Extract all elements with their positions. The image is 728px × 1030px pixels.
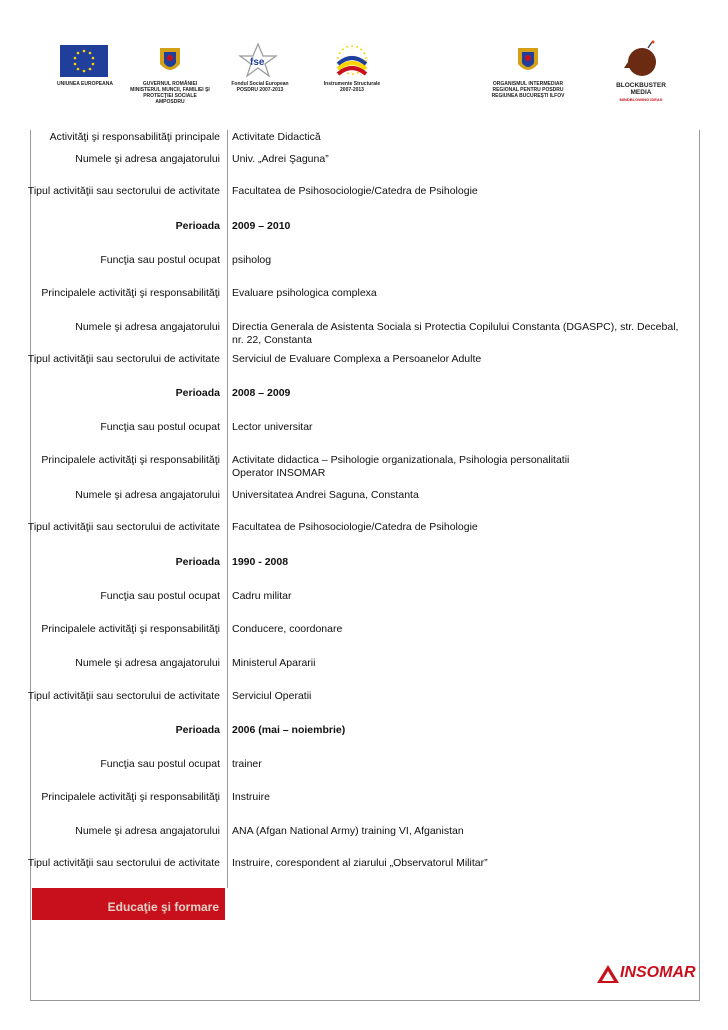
blockbuster-name: BLOCKBUSTER MEDIA — [616, 82, 666, 96]
eu-caption: UNIUNEA EUROPEANA — [57, 81, 113, 87]
row-value — [232, 454, 687, 480]
row-label: Principalele activităţi şi responsabilităţi — [41, 791, 220, 803]
row-value: psiholog — [232, 254, 272, 266]
row-label: Perioada — [175, 724, 220, 736]
logo-header — [0, 0, 728, 130]
row-label: Funcţia sau postul ocupat — [100, 254, 220, 266]
row-label: Numele şi adresa angajatorului — [75, 153, 220, 165]
column-divider — [227, 130, 228, 888]
row-label: Numele şi adresa angajatorului — [75, 321, 220, 333]
row-label: Funcţia sau postul ocupat — [100, 421, 220, 433]
row-value: 2009 – 2010 — [232, 220, 291, 232]
row-value: Univ. „Adrei Şaguna” — [232, 153, 329, 165]
row-value: Instruire — [232, 791, 270, 803]
row-label: Numele şi adresa angajatorului — [75, 657, 220, 669]
structural-instruments-icon — [332, 42, 372, 78]
blockbuster-media-icon — [622, 40, 658, 80]
insomar-logo-icon — [596, 964, 620, 984]
regional-caption: ORGANISMUL INTERMEDIAR REGIONAL PENTRU POSDRU REGIUNEA BUCUREŞTI ILFOV — [491, 81, 565, 99]
row-label: Funcţia sau postul ocupat — [100, 758, 220, 770]
row-value: Lector universitar — [232, 421, 313, 433]
insomar-logo — [596, 962, 696, 986]
row-label: Principalele activităţi şi responsabilităţi — [41, 623, 220, 635]
row-value: Directia Generala de Asistenta Sociala si Protectia Copilului Constanta (DGASPC), str. Decebal, nr. 22, Constanta — [232, 321, 679, 346]
row-label: Perioada — [175, 220, 220, 232]
row-label: Tipul activităţii sau sectorului de activitate — [27, 857, 220, 869]
structural-caption: Instrumente Structurale 2007-2013 — [323, 81, 381, 93]
romania-coat-of-arms-icon — [158, 44, 182, 76]
row-value: Serviciul de Evaluare Complexa a Persoanelor Adulte — [232, 353, 482, 365]
row-label: Tipul activităţii sau sectorului de activitate — [27, 521, 220, 533]
row-label: Principalele activităţi şi responsabilităţi — [41, 454, 220, 466]
row-value: Facultatea de Psihosociologie/Catedra de Psihologie — [232, 521, 478, 533]
row-value: 2008 – 2009 — [232, 387, 291, 399]
ministry-caption: GUVERNUL ROMÂNIEI MINISTERUL MUNCII, FAMILIEI ŞI PROTECŢIEI SOCIALE AMPOSDRU — [130, 81, 210, 105]
row-value: Cadru militar — [232, 590, 292, 602]
row-value: 1990 - 2008 — [232, 556, 289, 568]
blockbuster-tagline: MINDBLOWING IDEAS — [619, 97, 663, 102]
row-value: Ministerul Apararii — [232, 657, 316, 669]
row-value-line2: Operator INSOMAR — [232, 467, 326, 479]
insomar-logo-text: INSOMAR — [620, 964, 696, 981]
row-value: Instruire, corespondent al ziarului „Observatorul Militar” — [232, 857, 488, 869]
row-label: Perioada — [175, 387, 220, 399]
row-value: Serviciul Operatii — [232, 690, 312, 702]
row-value: ANA (Afgan National Army) training VI, Afganistan — [232, 825, 464, 837]
section-heading-education — [32, 888, 225, 920]
row-value: Facultatea de Psihosociologie/Catedra de Psihologie — [232, 185, 478, 197]
row-label: Numele şi adresa angajatorului — [75, 825, 220, 837]
row-value: Conducere, coordonare — [232, 623, 343, 635]
row-label: Tipul activităţii sau sectorului de activitate — [27, 690, 220, 702]
row-label: Funcţia sau postul ocupat — [100, 590, 220, 602]
row-label: Numele şi adresa angajatorului — [75, 489, 220, 501]
row-value: trainer — [232, 758, 262, 770]
fse-caption: Fondul Social European POSDRU 2007-2013 — [231, 81, 289, 93]
row-value: Activitate Didactică — [232, 131, 321, 143]
section-title: Educaţie şi formare — [107, 900, 219, 914]
row-value: Universitatea Andrei Saguna, Constanta — [232, 489, 419, 501]
row-label: Principalele activităţi şi responsabilităţi — [41, 287, 220, 299]
romania-coat-of-arms-icon-2 — [516, 44, 540, 76]
row-label: Tipul activităţii sau sectorului de activitate — [27, 185, 220, 197]
row-label: Tipul activităţii sau sectorului de activitate — [27, 353, 220, 365]
row-label: Activităţi şi responsabilităţi principale — [49, 131, 220, 143]
fse-logo-icon — [238, 42, 278, 78]
blockbuster-caption — [606, 82, 676, 103]
eu-flag-icon — [60, 45, 108, 77]
svg-text:fse: fse — [250, 57, 265, 68]
row-value-line1: Activitate didactica – Psihologie organizationala, Psihologia personalitatii — [232, 454, 570, 466]
row-value: 2006 (mai – noiembrie) — [232, 724, 346, 736]
row-value: Evaluare psihologica complexa — [232, 287, 377, 299]
row-label: Perioada — [175, 556, 220, 568]
